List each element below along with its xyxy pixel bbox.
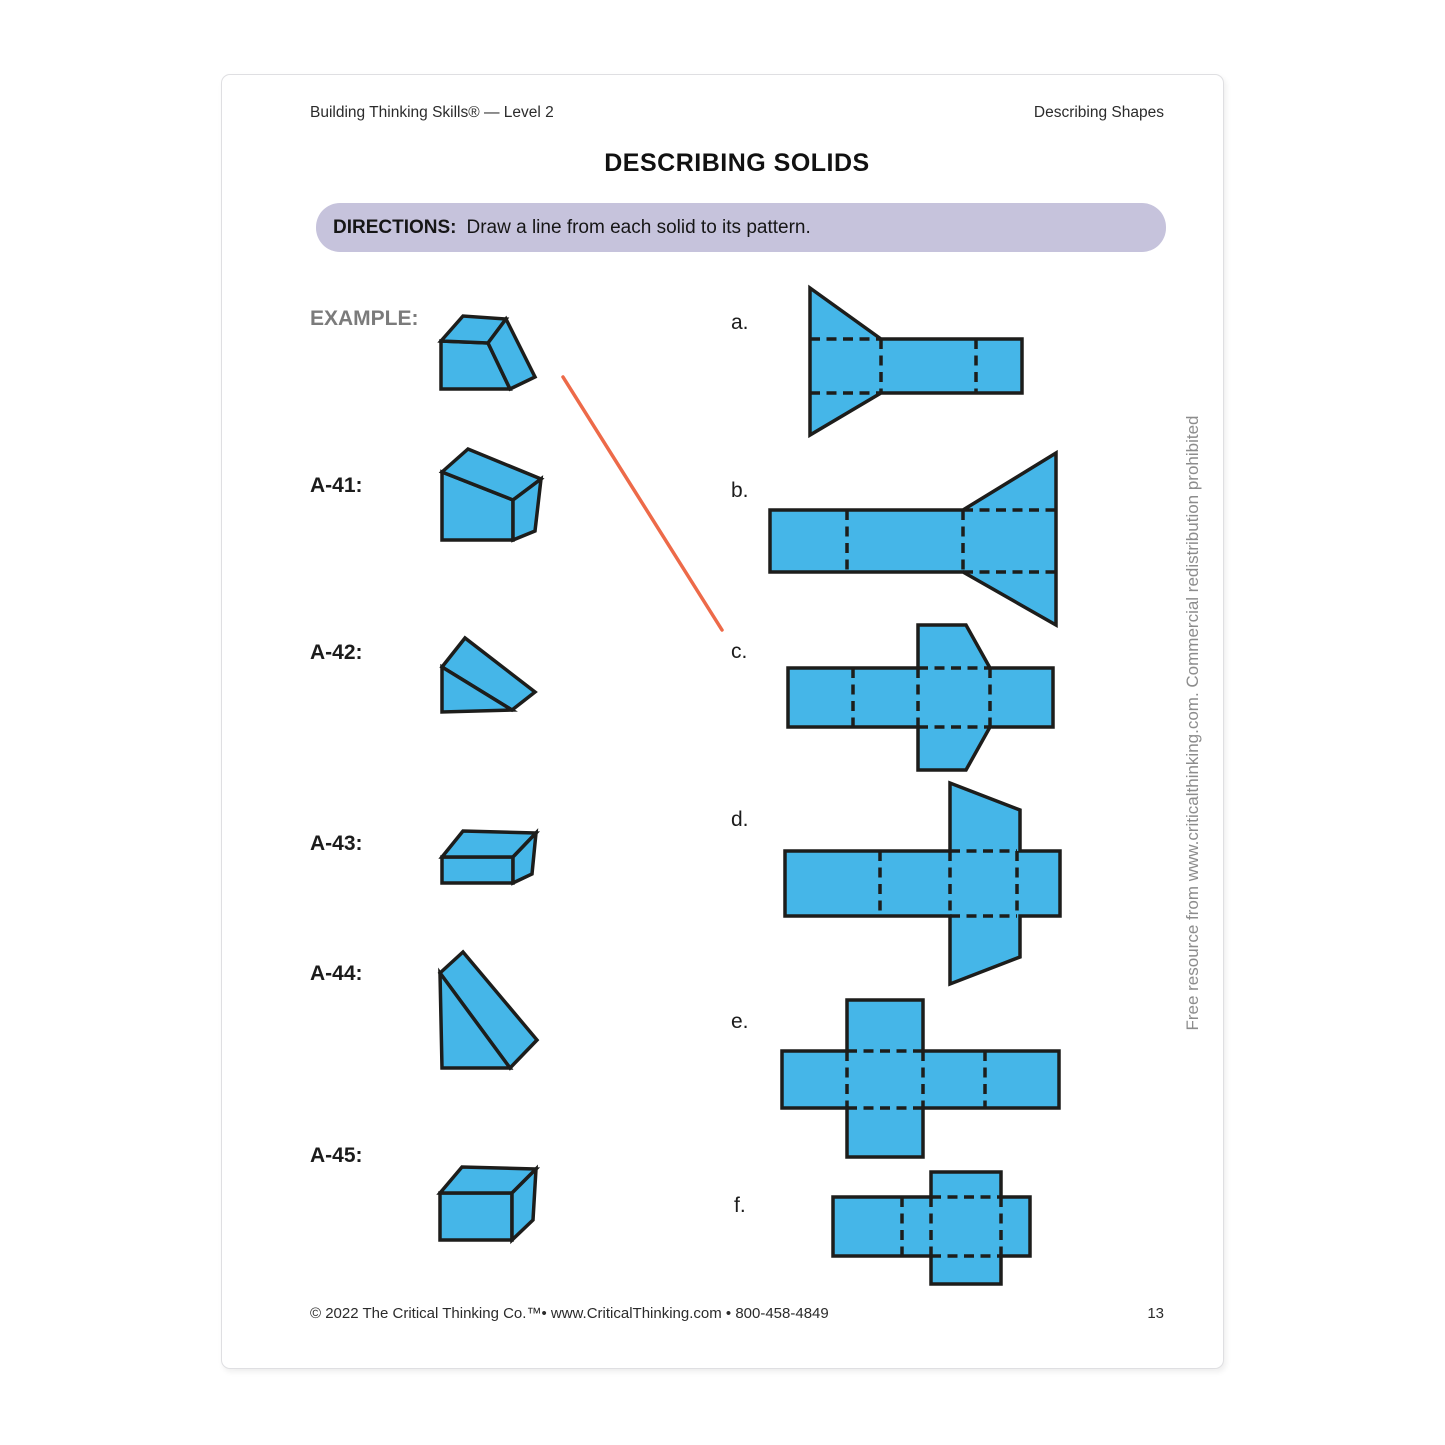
directions-box	[316, 203, 1166, 252]
page-header	[310, 104, 1164, 122]
directions-text: Draw a line from each solid to its pattern.	[466, 216, 811, 238]
pattern-label-c: c.	[731, 640, 748, 663]
page-title: DESCRIBING SOLIDS	[604, 149, 870, 177]
pattern-label-e: e.	[731, 1010, 749, 1033]
solid-label-a43: A-43:	[310, 832, 363, 855]
solid-label-a44: A-44:	[310, 962, 363, 985]
pattern-label-f: f.	[734, 1194, 746, 1217]
pattern-label-d: d.	[731, 808, 749, 831]
header-right-text: Describing Shapes	[1033, 104, 1164, 121]
page-footer	[310, 1305, 1164, 1322]
solid-label-example: EXAMPLE:	[310, 307, 419, 330]
side-note-watermark: Free resource from www.criticalthinking.com. Commercial redistribution prohibited	[1183, 415, 1202, 1031]
solid-label-a42: A-42:	[310, 641, 363, 664]
solid-label-a45: A-45:	[310, 1144, 363, 1167]
directions-label: DIRECTIONS:	[333, 216, 457, 238]
worksheet-page	[221, 74, 1224, 1369]
page-number: 13	[1147, 1305, 1164, 1322]
pattern-label-a: a.	[731, 311, 749, 334]
pattern-label-b: b.	[731, 479, 749, 502]
footer-copyright: © 2022 The Critical Thinking Co.™• www.CriticalThinking.com • 800-458-4849	[310, 1305, 829, 1322]
solid-label-a41: A-41:	[310, 474, 363, 497]
header-left-text: Building Thinking Skills® — Level 2	[310, 104, 554, 121]
